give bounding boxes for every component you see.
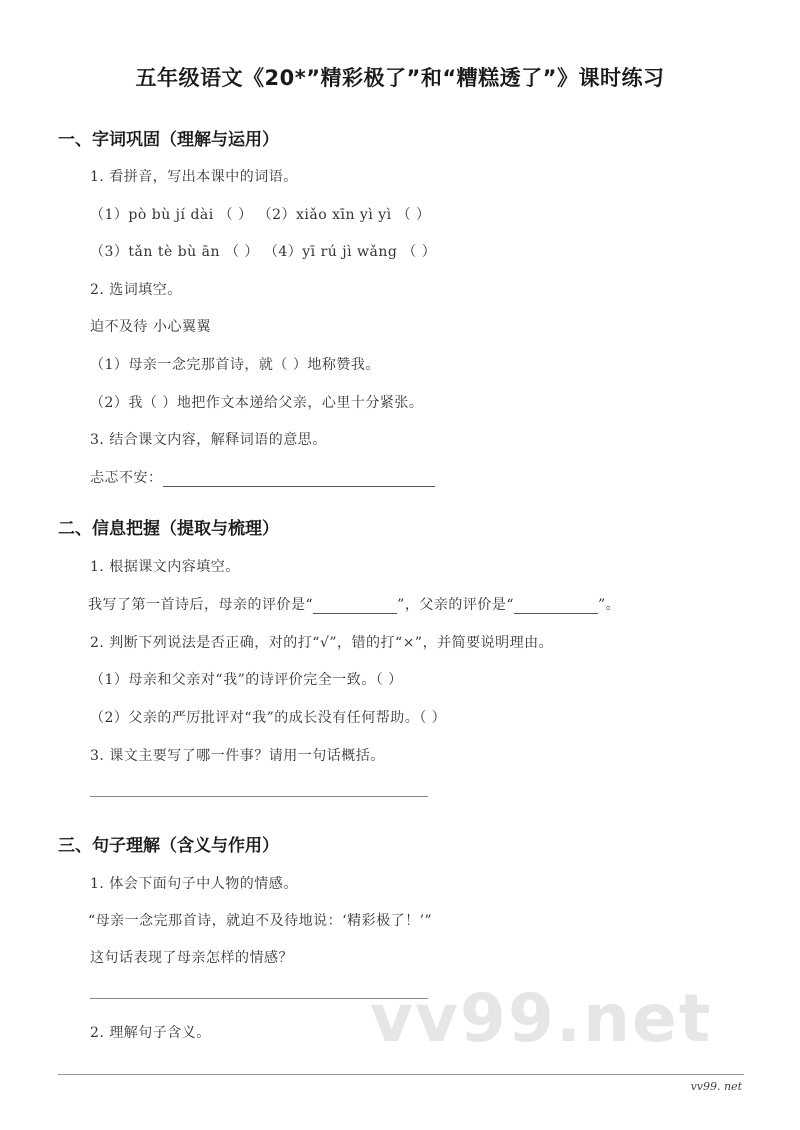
question-3-1: 1. 体会下面句子中人物的情感。 — [90, 876, 298, 892]
question-1-2: 2. 选词填空。 — [90, 282, 182, 298]
fill-evaluation-text-1: 我写了第一首诗后，母亲的评价是“ — [88, 597, 314, 613]
fill-blank-2: （2）我（ ）地把作文本递给父亲，心里十分紧张。 — [90, 395, 424, 411]
section-heading-1: 一、字词巩固（理解与运用） — [58, 130, 279, 150]
fill-evaluation-text-2: ”，父亲的评价是“ — [397, 597, 514, 613]
word-choices: 迫不及待 小心翼翼 — [90, 319, 211, 335]
footer-divider — [58, 1074, 744, 1075]
quote-sentence: “母亲一念完那首诗，就迫不及待地说：‘精彩极了！’” — [88, 913, 433, 929]
question-1-3: 3. 结合课文内容，解释词语的意思。 — [90, 432, 327, 448]
question-2-1: 1. 根据课文内容填空。 — [90, 559, 240, 575]
father-evaluation-blank[interactable] — [514, 597, 598, 614]
judge-item-1: （1）母亲和父亲对“我”的诗评价完全一致。（ ） — [90, 672, 403, 688]
question-2-3: 3. 课文主要写了哪一件事？请用一句话概括。 — [90, 748, 385, 764]
pinyin-row-2: （3）tǎn tè bù ān （ ） （4）yī rú jì wǎng （ ） — [90, 244, 437, 260]
question-3-2: 2. 理解句子含义。 — [90, 1025, 211, 1041]
page-title: 五年级语文《20*”精彩极了”和“糟糕透了”》课时练习 — [135, 66, 665, 90]
judge-item-2: （2）父亲的严厉批评对“我”的成长没有任何帮助。（ ） — [90, 710, 447, 726]
fill-blank-1: （1）母亲一念完那首诗，就（ ）地称赞我。 — [90, 357, 380, 373]
answer-blank[interactable] — [163, 470, 435, 487]
fill-evaluation-row — [88, 594, 620, 614]
mother-evaluation-blank[interactable] — [313, 597, 397, 614]
watermark: vv99.net — [370, 980, 713, 1057]
section-heading-3: 三、句子理解（含义与作用） — [58, 836, 279, 856]
question-1-1: 1. 看拼音，写出本课中的词语。 — [90, 169, 298, 185]
footer-site: vv99. net — [690, 1080, 742, 1093]
question-3-1-prompt: 这句话表现了母亲怎样的情感？ — [90, 950, 293, 966]
fill-evaluation-text-3: ”。 — [598, 597, 621, 613]
answer-line[interactable] — [90, 796, 428, 797]
question-2-2: 2. 判断下列说法是否正确，对的打“√”，错的打“×”，并简要说明理由。 — [90, 635, 554, 651]
section-heading-2: 二、信息把握（提取与梳理） — [58, 519, 279, 539]
pinyin-row-1: （1）pò bù jí dài （ ） （2）xiǎo xīn yì yì （ ） — [90, 207, 431, 223]
term-explain-row — [90, 467, 435, 487]
term-label: 忐忑不安： — [90, 470, 163, 486]
